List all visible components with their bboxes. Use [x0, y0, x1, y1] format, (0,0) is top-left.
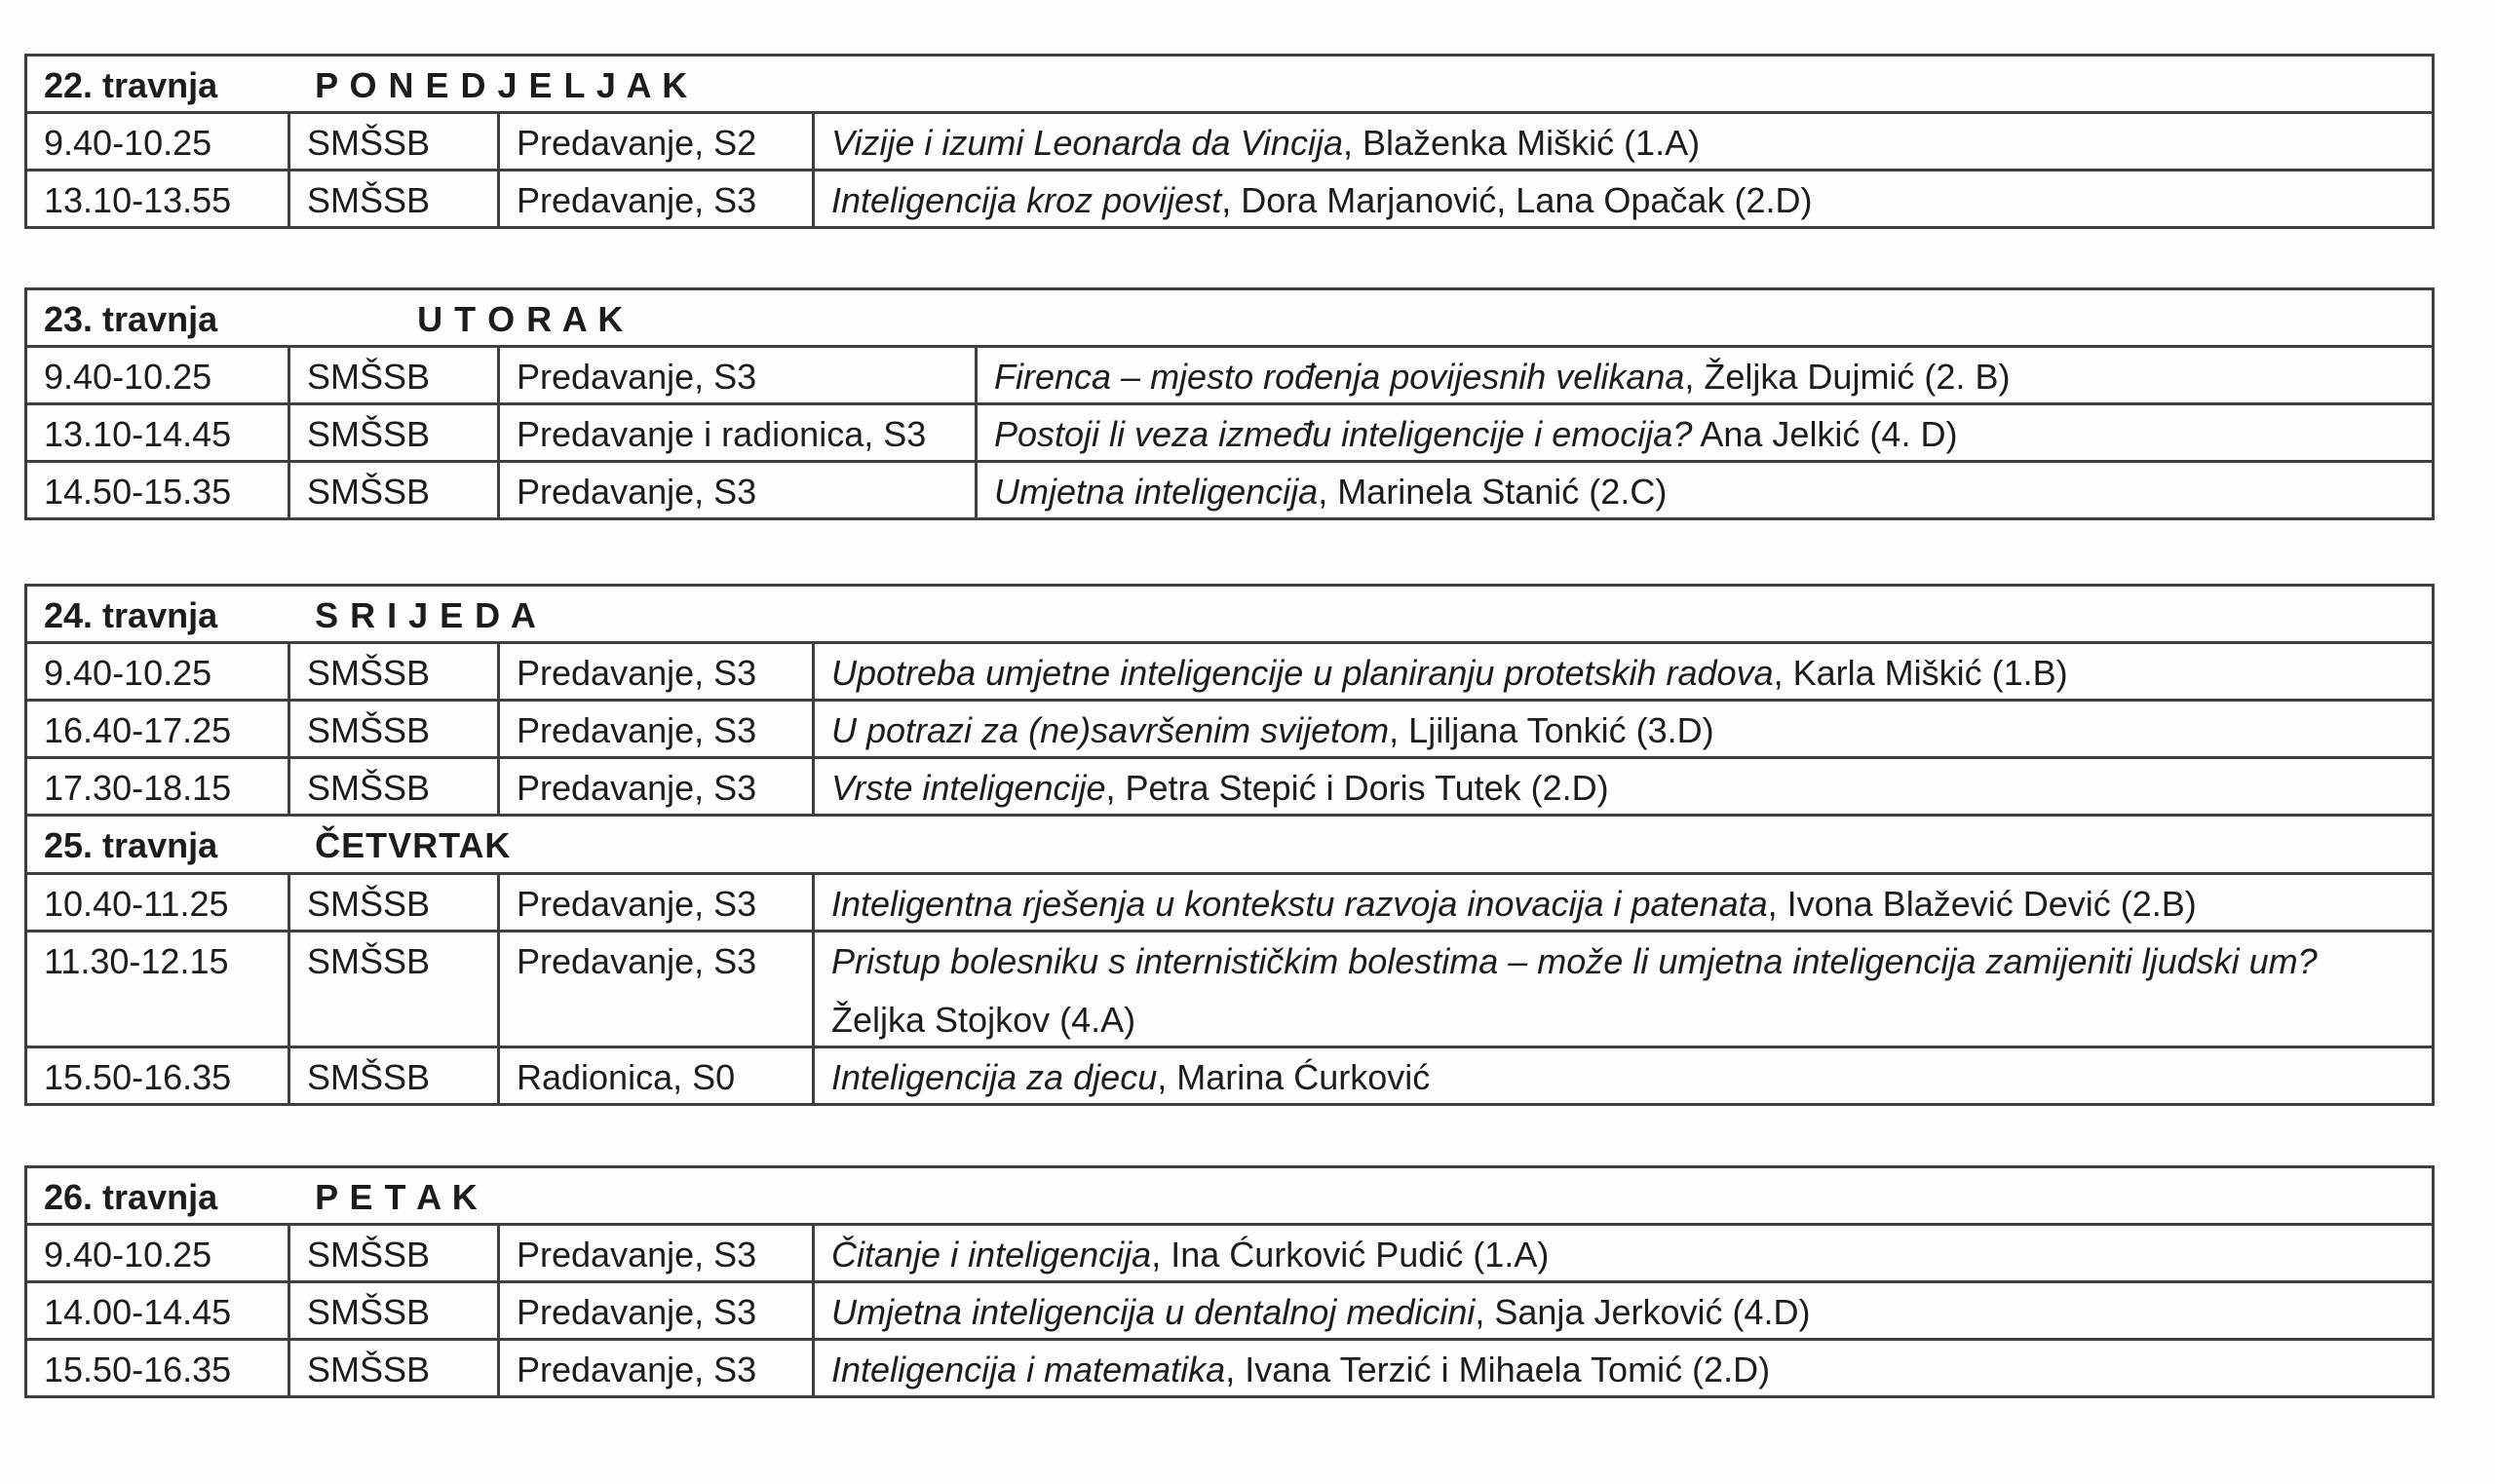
description-cell: [814, 701, 2434, 758]
session-type-cell: Radionica, S0: [499, 1047, 814, 1105]
time-cell: 16.40-17.25: [26, 701, 289, 758]
session-type-cell: Predavanje, S3: [499, 171, 814, 228]
session-presenter: , Sanja Jerković (4.D): [1475, 1292, 1811, 1332]
session-title: Čitanje i inteligencija: [831, 1235, 1152, 1275]
session-presenter: Ana Jelkić (4. D): [1692, 414, 1958, 454]
organizer-cell: SMŠSB: [289, 1047, 499, 1105]
organizer-cell: SMŠSB: [289, 462, 499, 519]
day-header-row: [26, 1167, 2434, 1225]
day-header-cell: [26, 586, 2434, 643]
description-cell: [977, 347, 2434, 404]
day-name-label: P O N E D J E L J A K: [315, 65, 689, 105]
day-header-row: [26, 816, 2434, 874]
time-cell: 15.50-16.35: [26, 1047, 289, 1105]
time-cell: 13.10-14.45: [26, 404, 289, 462]
session-presenter: , Ljiljana Tonkić (3.D): [1389, 710, 1714, 750]
date-label: 23. travnja: [44, 299, 218, 339]
day-header-row: [26, 56, 2434, 113]
time-cell: 10.40-11.25: [26, 874, 289, 932]
day-header-cell: [26, 289, 2434, 347]
session-presenter: , Marina Ćurković: [1157, 1057, 1431, 1097]
session-row: [26, 758, 2434, 816]
session-presenter: , Ina Ćurković Pudić (1.A): [1151, 1235, 1550, 1275]
session-row: [26, 1340, 2434, 1397]
description-cell: [814, 643, 2434, 701]
date-label: 22. travnja: [44, 65, 218, 105]
description-cell: [814, 1047, 2434, 1105]
day-table-friday: [24, 1165, 2435, 1398]
session-presenter: , Marinela Stanić (2.C): [1318, 472, 1668, 512]
session-type-cell: Predavanje, S3: [499, 462, 977, 519]
day-name-label: U T O R A K: [417, 299, 625, 339]
session-presenter: , Ivona Blažević Dević (2.B): [1767, 884, 2197, 924]
description-cell: [814, 171, 2434, 228]
session-row: [26, 113, 2434, 171]
session-row: [26, 874, 2434, 932]
session-row: [26, 171, 2434, 228]
session-title: Umjetna inteligencija: [994, 472, 1319, 512]
time-cell: 14.50-15.35: [26, 462, 289, 519]
organizer-cell: SMŠSB: [289, 701, 499, 758]
organizer-cell: SMŠSB: [289, 1282, 499, 1340]
day-header-cell: [26, 1167, 2434, 1225]
description-cell: [814, 932, 2434, 1047]
description-cell: [977, 462, 2434, 519]
session-presenter: , Željka Dujmić (2. B): [1684, 357, 2011, 397]
session-row: [26, 701, 2434, 758]
session-title: Inteligencija kroz povijest: [831, 180, 1222, 220]
session-type-cell: Predavanje, S3: [499, 1225, 814, 1282]
date-label: 25. travnja: [44, 825, 218, 865]
day-table-wednesday-thursday: [24, 584, 2435, 1106]
time-cell: 9.40-10.25: [26, 1225, 289, 1282]
organizer-cell: SMŠSB: [289, 758, 499, 816]
date-label: 26. travnja: [44, 1177, 218, 1217]
session-presenter: , Ivana Terzić i Mihaela Tomić (2.D): [1225, 1350, 1771, 1389]
session-type-cell: Predavanje i radionica, S3: [499, 404, 977, 462]
time-cell: 14.00-14.45: [26, 1282, 289, 1340]
session-row: [26, 1047, 2434, 1105]
session-title: Postoji li veza između inteligencije i emocija?: [994, 414, 1693, 454]
description-cell: [814, 1225, 2434, 1282]
day-name-label: S R I J E D A: [315, 595, 537, 635]
session-type-cell: Predavanje, S3: [499, 347, 977, 404]
organizer-cell: SMŠSB: [289, 874, 499, 932]
schedule-document: [0, 54, 2495, 1398]
day-header-cell: [26, 816, 2434, 874]
day-table-monday: [24, 54, 2435, 229]
time-cell: 15.50-16.35: [26, 1340, 289, 1397]
session-presenter: Željka Stojkov (4.A): [831, 1000, 1136, 1040]
organizer-cell: SMŠSB: [289, 171, 499, 228]
date-label: 24. travnja: [44, 595, 218, 635]
time-cell: 9.40-10.25: [26, 347, 289, 404]
description-cell: [814, 758, 2434, 816]
day-header-row: [26, 586, 2434, 643]
session-row: [26, 462, 2434, 519]
session-row: [26, 1225, 2434, 1282]
organizer-cell: SMŠSB: [289, 932, 499, 1047]
session-title: Umjetna inteligencija u dentalnoj medicini: [831, 1292, 1476, 1332]
session-type-cell: Predavanje, S3: [499, 758, 814, 816]
time-cell: 9.40-10.25: [26, 113, 289, 171]
session-row: [26, 643, 2434, 701]
session-title: Firenca – mjesto rođenja povijesnih velikana: [994, 357, 1685, 397]
session-title: Vrste inteligencije: [831, 768, 1106, 808]
time-cell: 11.30-12.15: [26, 932, 289, 1047]
time-cell: 13.10-13.55: [26, 171, 289, 228]
session-row: [26, 932, 2434, 1047]
time-cell: 9.40-10.25: [26, 643, 289, 701]
session-title: Upotreba umjetne inteligencije u planiranju protetskih radova: [831, 653, 1774, 693]
session-type-cell: Predavanje, S3: [499, 932, 814, 1047]
session-presenter: , Dora Marjanović, Lana Opačak (2.D): [1221, 180, 1813, 220]
organizer-cell: SMŠSB: [289, 643, 499, 701]
day-header-row: [26, 289, 2434, 347]
session-row: [26, 347, 2434, 404]
session-presenter: , Blaženka Miškić (1.A): [1342, 123, 1701, 163]
session-title: Inteligencija i matematika: [831, 1350, 1226, 1389]
day-name-label: P E T A K: [315, 1177, 479, 1217]
session-title: Inteligencija za djecu: [831, 1057, 1158, 1097]
session-title: Vizije i izumi Leonarda da Vincija: [831, 123, 1343, 163]
session-row: [26, 404, 2434, 462]
description-cell: [814, 1340, 2434, 1397]
session-type-cell: Predavanje, S3: [499, 643, 814, 701]
time-cell: 17.30-18.15: [26, 758, 289, 816]
session-row: [26, 1282, 2434, 1340]
organizer-cell: SMŠSB: [289, 113, 499, 171]
session-title: Pristup bolesniku s internističkim bolestima – može li umjetna inteligencija zamijeniti ljudski um?: [831, 941, 2318, 981]
day-table-tuesday: [24, 287, 2435, 520]
session-type-cell: Predavanje, S3: [499, 701, 814, 758]
session-presenter: , Petra Stepić i Doris Tutek (2.D): [1105, 768, 1609, 808]
organizer-cell: SMŠSB: [289, 1225, 499, 1282]
session-type-cell: Predavanje, S2: [499, 113, 814, 171]
description-cell: [814, 113, 2434, 171]
description-cell: [977, 404, 2434, 462]
session-type-cell: Predavanje, S3: [499, 1340, 814, 1397]
organizer-cell: SMŠSB: [289, 404, 499, 462]
session-title: Inteligentna rješenja u kontekstu razvoja inovacija i patenata: [831, 884, 1768, 924]
session-type-cell: Predavanje, S3: [499, 874, 814, 932]
description-cell: [814, 1282, 2434, 1340]
session-type-cell: Predavanje, S3: [499, 1282, 814, 1340]
day-header-cell: [26, 56, 2434, 113]
session-presenter: , Karla Miškić (1.B): [1773, 653, 2068, 693]
session-title: U potrazi za (ne)savršenim svijetom: [831, 710, 1390, 750]
organizer-cell: SMŠSB: [289, 1340, 499, 1397]
description-cell: [814, 874, 2434, 932]
day-name-label: ČETVRTAK: [315, 825, 512, 865]
organizer-cell: SMŠSB: [289, 347, 499, 404]
